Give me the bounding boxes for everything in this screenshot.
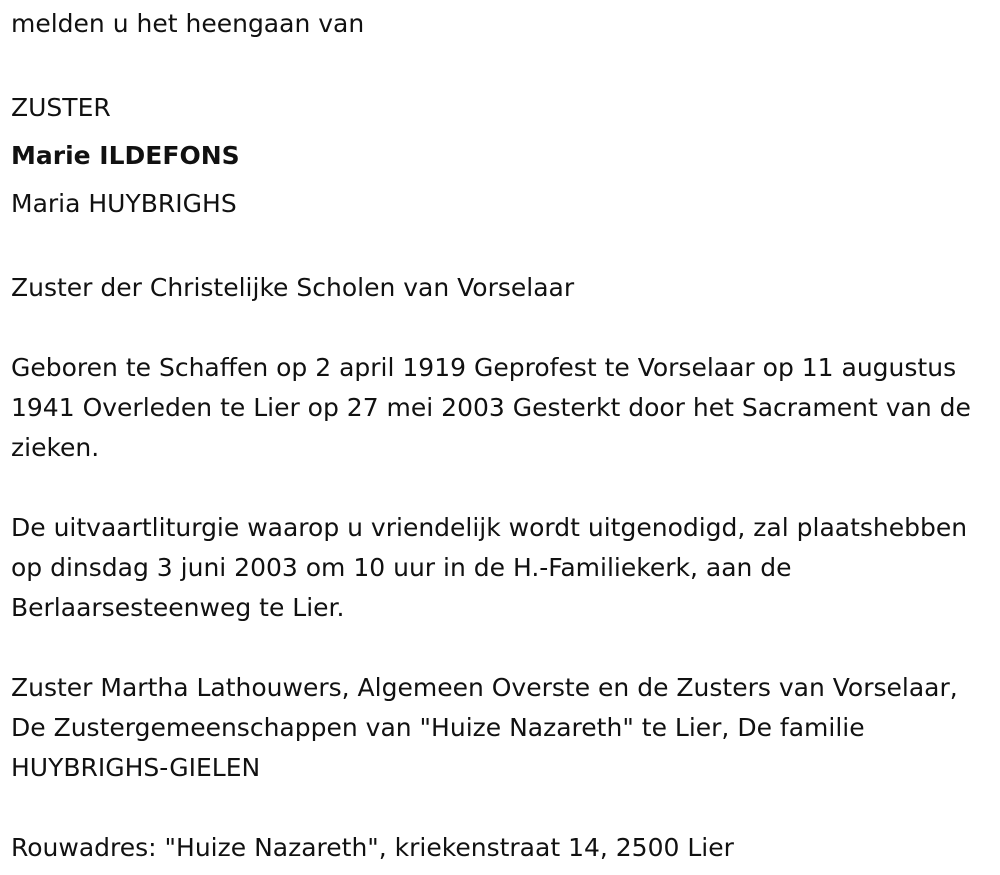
spacer [11,308,986,348]
intro-text: melden u het heengaan van [11,9,365,38]
funeral-paragraph: De uitvaartliturgie waarop u vriendelijk wordt uitgenodigd, zal plaatshebben op dinsdag 3 juni 2003 om 10 uur in de H.-Familiekerk, aan de Berlaarsesteenweg te Lier. [11,513,968,622]
spacer [11,468,986,508]
civil-name: Maria HUYBRIGHS [11,189,237,218]
religious-name: Marie ILDEFONS [11,141,240,170]
title-text: ZUSTER [11,93,111,122]
obituary-notice [11,4,986,868]
address-text: Rouwadres: "Huize Nazareth", kriekenstraat 14, 2500 Lier [11,833,734,862]
spacer [11,788,986,828]
spacer [11,628,986,668]
biography-paragraph: Geboren te Schaffen op 2 april 1919 Geprofest te Vorselaar op 11 augustus 1941 Overleden te Lier op 27 mei 2003 Gesterkt door het Sacrament van de zieken. [11,353,971,462]
mourners-paragraph: Zuster Martha Lathouwers, Algemeen Overste en de Zusters van Vorselaar, De Zustergemeenschappen van "Huize Nazareth" te Lier, De familie HUYBRIGHS-GIELEN [11,673,958,782]
spacer [11,44,986,84]
spacer [11,228,986,268]
congregation-text: Zuster der Christelijke Scholen van Vorselaar [11,273,575,302]
